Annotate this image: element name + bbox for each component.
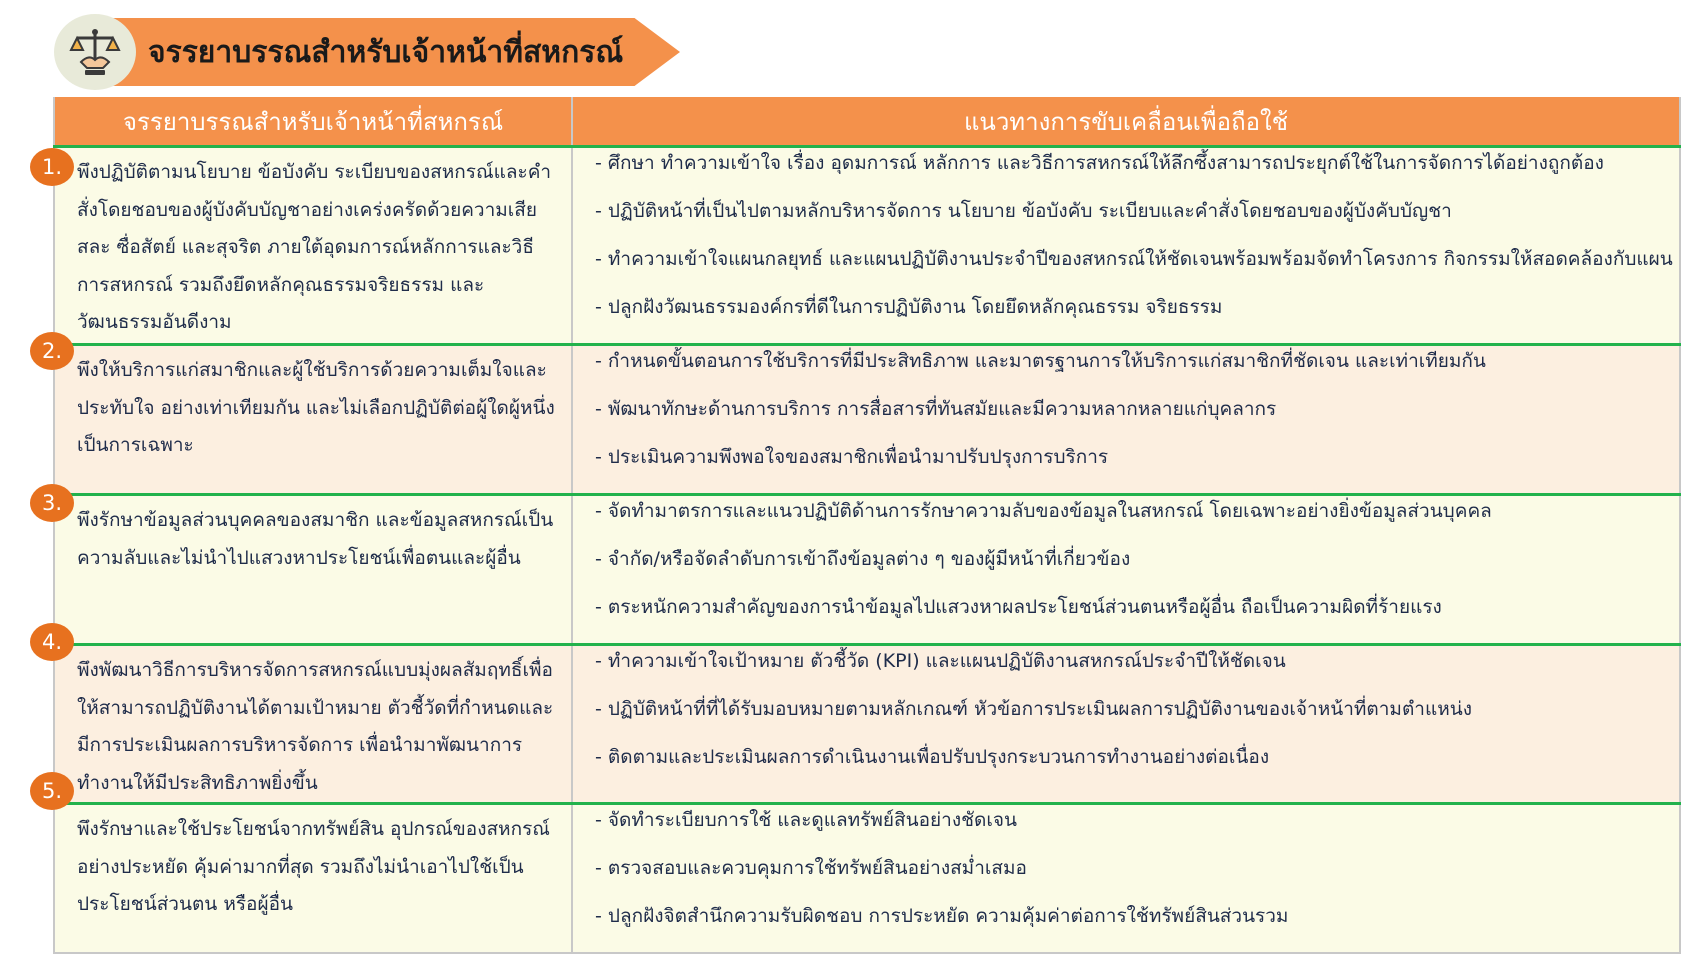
- guideline-list: [573, 805, 1679, 928]
- table-row: [54, 345, 1680, 495]
- table-row: [54, 147, 1680, 345]
- guideline-cell: [572, 645, 1680, 804]
- guideline-cell: [572, 495, 1680, 645]
- guideline-list: [573, 148, 1679, 319]
- number-badge: 3.: [30, 484, 74, 522]
- guideline-cell: [572, 147, 1680, 345]
- table-row: [54, 645, 1680, 804]
- number-badge: 1.: [30, 148, 74, 186]
- guideline-item: - ปฏิบัติหน้าที่ที่ได้รับมอบหมายตามหลักเกณฑ์ หัวข้อการประเมินผลการปฏิบัติงานของเจ้าหน้าที่ตามตำแหน่ง: [595, 698, 1472, 720]
- principle-text: พึงให้บริการแก่สมาชิกและผู้ใช้บริการด้วยความเต็มใจและประทับใจ อย่างเท่าเทียมกัน และไม่เลือกปฏิบัติต่อผู้ใดผู้หนึ่งเป็นการเฉพาะ: [77, 359, 555, 456]
- guideline-item: - ติดตามและประเมินผลการดำเนินงานเพื่อปรับปรุงกระบวนการทำงานอย่างต่อเนื่อง: [595, 746, 1270, 768]
- guideline-item: - ปลูกฝังจิตสำนึกความรับผิดชอบ การประหยัด ความคุ้มค่าต่อการใช้ทรัพย์สินส่วนรวม: [595, 905, 1289, 927]
- header-guidelines: แนวทางการขับเคลื่อนเพื่อถือใช้: [572, 97, 1680, 147]
- guideline-list: [573, 496, 1679, 619]
- scales-handshake-icon: [54, 14, 136, 90]
- number-badge: 4.: [30, 623, 74, 661]
- principle-cell: [54, 804, 572, 954]
- guideline-item: - ปลูกฝังวัฒนธรรมองค์กรที่ดีในการปฏิบัติงาน โดยยึดหลักคุณธรรม จริยธรรม: [595, 296, 1223, 318]
- ethics-table: [53, 97, 1681, 954]
- principle-cell: [54, 147, 572, 345]
- table-row: [54, 495, 1680, 645]
- header-principles: จรรยาบรรณสำหรับเจ้าหน้าที่สหกรณ์: [54, 97, 572, 147]
- principle-text: พึงรักษาและใช้ประโยชน์จากทรัพย์สิน อุปกรณ์ของสหกรณ์อย่างประหยัด คุ้มค่ามากที่สุด รวมถึงไม่นำเอาไปใช้เป็นประโยชน์ส่วนตน หรือผู้อื่น: [77, 818, 550, 915]
- guideline-item: - จำกัด/หรือจัดลำดับการเข้าถึงข้อมูลต่าง ๆ ของผู้มีหน้าที่เกี่ยวข้อง: [595, 548, 1131, 570]
- guideline-list: [573, 646, 1679, 769]
- guideline-item: - ประเมินความพึงพอใจของสมาชิกเพื่อนำมาปรับปรุงการบริการ: [595, 446, 1109, 468]
- guideline-item: - ทำความเข้าใจเป้าหมาย ตัวชี้วัด (KPI) และแผนปฏิบัติงานสหกรณ์ประจำปีให้ชัดเจน: [595, 650, 1286, 672]
- principle-cell: [54, 345, 572, 495]
- principle-text: พึงพัฒนาวิธีการบริหารจัดการสหกรณ์แบบมุ่งผลสัมฤทธิ์เพื่อให้สามารถปฏิบัติงานได้ตามเป้าหมาย ตัวชี้วัดที่กำหนดและมีการประเมินผลการบริหารจัดการ เพื่อนำมาพัฒนาการทำงานให้มีประสิทธิภาพยิ่งขึ้น: [77, 659, 554, 794]
- number-badge: 2.: [30, 332, 74, 370]
- principle-cell: [54, 645, 572, 804]
- guideline-item: - จัดทำระเบียบการใช้ และดูแลทรัพย์สินอย่างชัดเจน: [595, 809, 1017, 831]
- guideline-item: - ปฏิบัติหน้าที่เป็นไปตามหลักบริหารจัดการ นโยบาย ข้อบังคับ ระเบียบและคำสั่งโดยชอบของผู้บังคับบัญชา: [595, 200, 1452, 222]
- guideline-item: - จัดทำมาตรการและแนวปฏิบัติด้านการรักษาความลับของข้อมูลในสหกรณ์ โดยเฉพาะอย่างยิ่งข้อมูลส่วนบุคคล: [595, 500, 1492, 522]
- table-row: [54, 804, 1680, 954]
- guideline-list: [573, 346, 1679, 469]
- principle-text: พึงปฏิบัติตามนโยบาย ข้อบังคับ ระเบียบของสหกรณ์และคำสั่งโดยชอบของผู้บังคับบัญชาอย่างเคร่งครัดด้วยความเสียสละ ซื่อสัตย์ และสุจริต ภายใต้อุดมการณ์หลักการและวิธีการสหกรณ์ รวมถึงยึดหลักคุณธรรมจริยธรรม และวัฒนธรรมอันดีงาม: [77, 161, 552, 333]
- principle-text: พึงรักษาข้อมูลส่วนบุคคลของสมาชิก และข้อมูลสหกรณ์เป็นความลับและไม่นำไปแสวงหาประโยชน์เพื่อตนและผู้อื่น: [77, 509, 554, 569]
- guideline-item: - ตระหนักความสำคัญของการนำข้อมูลไปแสวงหาผลประโยชน์ส่วนตนหรือผู้อื่น ถือเป็นความผิดที่ร้ายแรง: [595, 596, 1442, 618]
- guideline-cell: [572, 345, 1680, 495]
- guideline-item: - ทำความเข้าใจแผนกลยุทธ์ และแผนปฏิบัติงานประจำปีของสหกรณ์ให้ชัดเจนพร้อมพร้อมจัดทำโครงการ กิจกรรมให้สอดคล้องกับแผน: [595, 248, 1673, 270]
- guideline-item: - ศึกษา ทำความเข้าใจ เรื่อง อุดมการณ์ หลักการ และวิธีการสหกรณ์ให้ลึกซึ้งสามารถประยุกต์ใช้ในการจัดการได้อย่างถูกต้อง: [595, 152, 1604, 174]
- guideline-cell: [572, 804, 1680, 954]
- guideline-item: - พัฒนาทักษะด้านการบริการ การสื่อสารที่ทันสมัยและมีความหลากหลายแก่บุคลากร: [595, 398, 1277, 420]
- guideline-item: - ตรวจสอบและควบคุมการใช้ทรัพย์สินอย่างสม่ำเสมอ: [595, 857, 1027, 879]
- table-header-row: [54, 97, 1680, 147]
- page-title: จรรยาบรรณสำหรับเจ้าหน้าที่สหกรณ์: [148, 35, 624, 70]
- guideline-item: - กำหนดขั้นตอนการใช้บริการที่มีประสิทธิภาพ และมาตรฐานการให้บริการแก่สมาชิกที่ชัดเจน และเท่าเทียมกัน: [595, 350, 1486, 372]
- number-badge: 5.: [30, 772, 74, 810]
- principle-cell: [54, 495, 572, 645]
